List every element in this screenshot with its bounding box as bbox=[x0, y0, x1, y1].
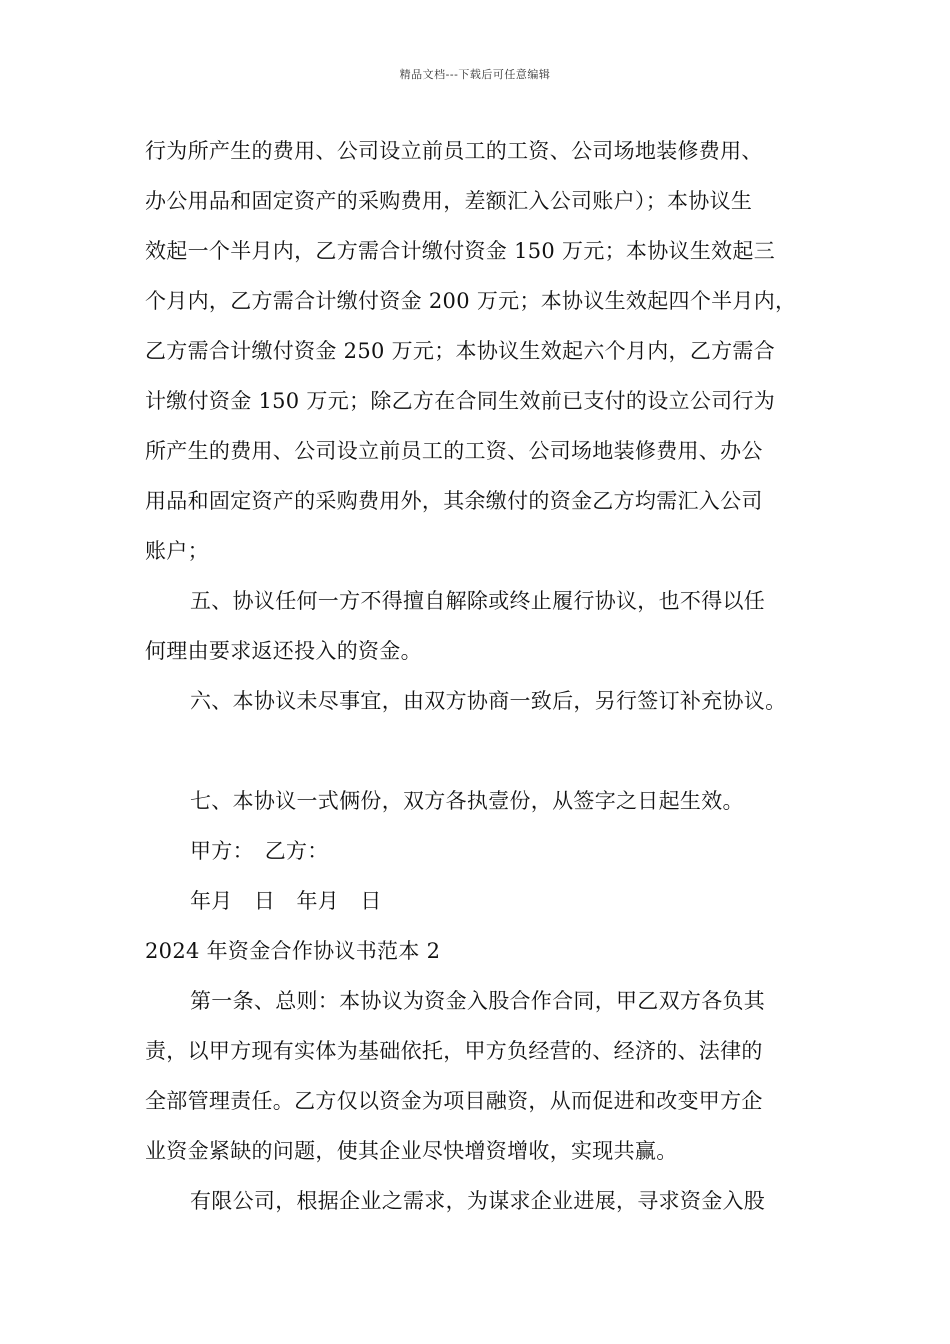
text-line: 行为所产生的费用、公司设立前员工的工资、公司场地装修费用、 bbox=[145, 139, 763, 163]
document-body bbox=[145, 126, 825, 1226]
text-line: 办公用品和固定资产的采购费用，差额汇入公司账户）；本协议生 bbox=[145, 189, 753, 213]
blank-line bbox=[145, 726, 825, 776]
text-line: 账户； bbox=[145, 539, 209, 563]
text-line: 乙方需合计缴付资金 250 万元；本协议生效起六个月内，乙方需合 bbox=[145, 339, 776, 363]
text-line: 责，以甲方现有实体为基础依托，甲方负经营的、经济的、法律的 bbox=[145, 1039, 763, 1063]
text-line: 用品和固定资产的采购费用外，其余缴付的资金乙方均需汇入公司 bbox=[145, 489, 763, 513]
text-line: 业资金紧缺的问题，使其企业尽快增资增收，实现共赢。 bbox=[145, 1139, 678, 1163]
text-line: 年月 日 年月 日 bbox=[190, 889, 382, 913]
text-line: 甲方： 乙方： bbox=[190, 839, 329, 863]
text-line: 效起一个半月内，乙方需合计缴付资金 150 万元；本协议生效起三 bbox=[145, 239, 776, 263]
text-line: 2024 年资金合作协议书范本 2 bbox=[145, 939, 441, 963]
text-line: 七、本协议一式俩份，双方各执壹份，从签字之日起生效。 bbox=[190, 789, 744, 813]
text-line: 个月内，乙方需合计缴付资金 200 万元；本协议生效起四个半月内， bbox=[145, 289, 797, 313]
text-line: 六、本协议未尽事宜，由双方协商一致后，另行签订补充协议。 bbox=[190, 689, 787, 713]
text-line: 第一条、总则：本协议为资金入股合作合同，甲乙双方各负其 bbox=[190, 989, 766, 1013]
text-line: 有限公司，根据企业之需求，为谋求企业进展，寻求资金入股 bbox=[190, 1189, 766, 1213]
text-line: 所产生的费用、公司设立前员工的工资、公司场地装修费用、办公 bbox=[145, 439, 763, 463]
page-header: 精品文档---下载后可任意编辑 bbox=[399, 68, 551, 81]
text-line: 五、协议任何一方不得擅自解除或终止履行协议，也不得以任 bbox=[190, 589, 766, 613]
text-line: 全部管理责任。乙方仅以资金为项目融资，从而促进和改变甲方企 bbox=[145, 1089, 763, 1113]
text-line: 何理由要求返还投入的资金。 bbox=[145, 639, 422, 663]
text-line: 计缴付资金 150 万元；除乙方在合同生效前已支付的设立公司行为 bbox=[145, 389, 776, 413]
